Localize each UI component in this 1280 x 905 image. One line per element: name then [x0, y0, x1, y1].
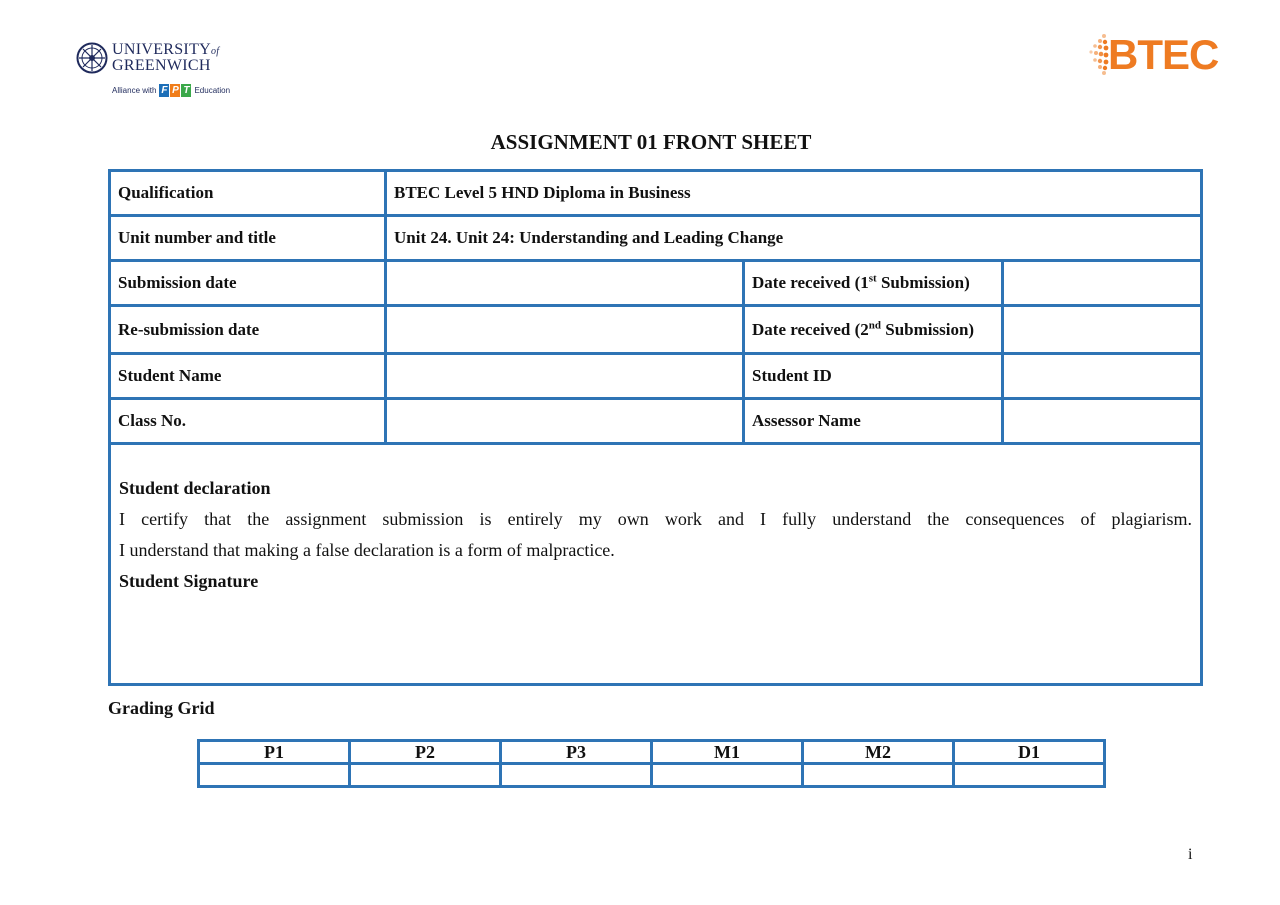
grade-header-m1: M1 [652, 741, 803, 764]
date-received-2-label: Date received (2nd Submission) [744, 306, 1003, 354]
date-received-2-field[interactable] [1003, 306, 1202, 354]
resubmission-date-label: Re-submission date [110, 306, 386, 354]
class-no-field[interactable] [386, 399, 744, 444]
table-row [110, 444, 1202, 685]
student-signature-label: Student Signature [119, 571, 259, 591]
grade-header-d1: D1 [954, 741, 1105, 764]
grading-value-row [199, 764, 1105, 787]
qualification-value: BTEC Level 5 HND Diploma in Business [386, 171, 1202, 216]
page-title: ASSIGNMENT 01 FRONT SHEET [490, 130, 812, 154]
qualification-label: Qualification [110, 171, 386, 216]
grade-cell-m2[interactable] [803, 764, 954, 787]
unit-value: Unit 24. Unit 24: Understanding and Leading Change [386, 216, 1202, 261]
unit-label: Unit number and title [110, 216, 386, 261]
grade-cell-m1[interactable] [652, 764, 803, 787]
table-row [110, 399, 1202, 444]
resubmission-date-field[interactable] [386, 306, 744, 354]
declaration-text [119, 504, 1192, 566]
table-row [110, 216, 1202, 261]
table-row [110, 261, 1202, 306]
alliance-with-fpt: Alliance with F P T Education [112, 85, 231, 96]
class-no-label: Class No. [110, 399, 386, 444]
greenwich-seal-icon [76, 42, 108, 74]
logo-university-text: UNIVERSITYof [112, 41, 220, 58]
fpt-icon: F P T [161, 85, 190, 96]
student-name-field[interactable] [386, 354, 744, 399]
submission-date-field[interactable] [386, 261, 744, 306]
student-id-label: Student ID [744, 354, 1003, 399]
table-row [110, 306, 1202, 354]
assessor-name-label: Assessor Name [744, 399, 1003, 444]
grade-cell-p2[interactable] [350, 764, 501, 787]
btec-logo [1086, 32, 1226, 82]
submission-date-label: Submission date [110, 261, 386, 306]
page-number: i [1188, 846, 1193, 863]
assessor-name-field[interactable] [1003, 399, 1202, 444]
logo-greenwich-text: GREENWICH [112, 57, 211, 74]
student-name-label: Student Name [110, 354, 386, 399]
declaration-line-1: I certify that the assignment submission is entirely my own work and I fully understand the consequences of plagiarism. [119, 509, 1193, 529]
grade-header-p3: P3 [501, 741, 652, 764]
date-received-1-label: Date received (1st Submission) [744, 261, 1003, 306]
declaration-line-2: I understand that making a false declaration is a form of malpractice. [119, 540, 615, 560]
grading-grid-label: Grading Grid [108, 698, 215, 718]
grade-cell-d1[interactable] [954, 764, 1105, 787]
university-of-greenwich-logo [76, 40, 236, 104]
btec-logo-text: BTEC [1108, 31, 1219, 78]
grade-header-m2: M2 [803, 741, 954, 764]
date-received-1-field[interactable] [1003, 261, 1202, 306]
student-id-field[interactable] [1003, 354, 1202, 399]
table-row [110, 354, 1202, 399]
grading-grid-table [197, 739, 1106, 788]
grading-header-row [199, 741, 1105, 764]
grade-cell-p3[interactable] [501, 764, 652, 787]
grade-header-p2: P2 [350, 741, 501, 764]
student-declaration-section [110, 444, 1202, 685]
declaration-heading: Student declaration [119, 478, 271, 498]
grade-header-p1: P1 [199, 741, 350, 764]
grade-cell-p1[interactable] [199, 764, 350, 787]
front-sheet-table [108, 169, 1203, 686]
table-row [110, 171, 1202, 216]
